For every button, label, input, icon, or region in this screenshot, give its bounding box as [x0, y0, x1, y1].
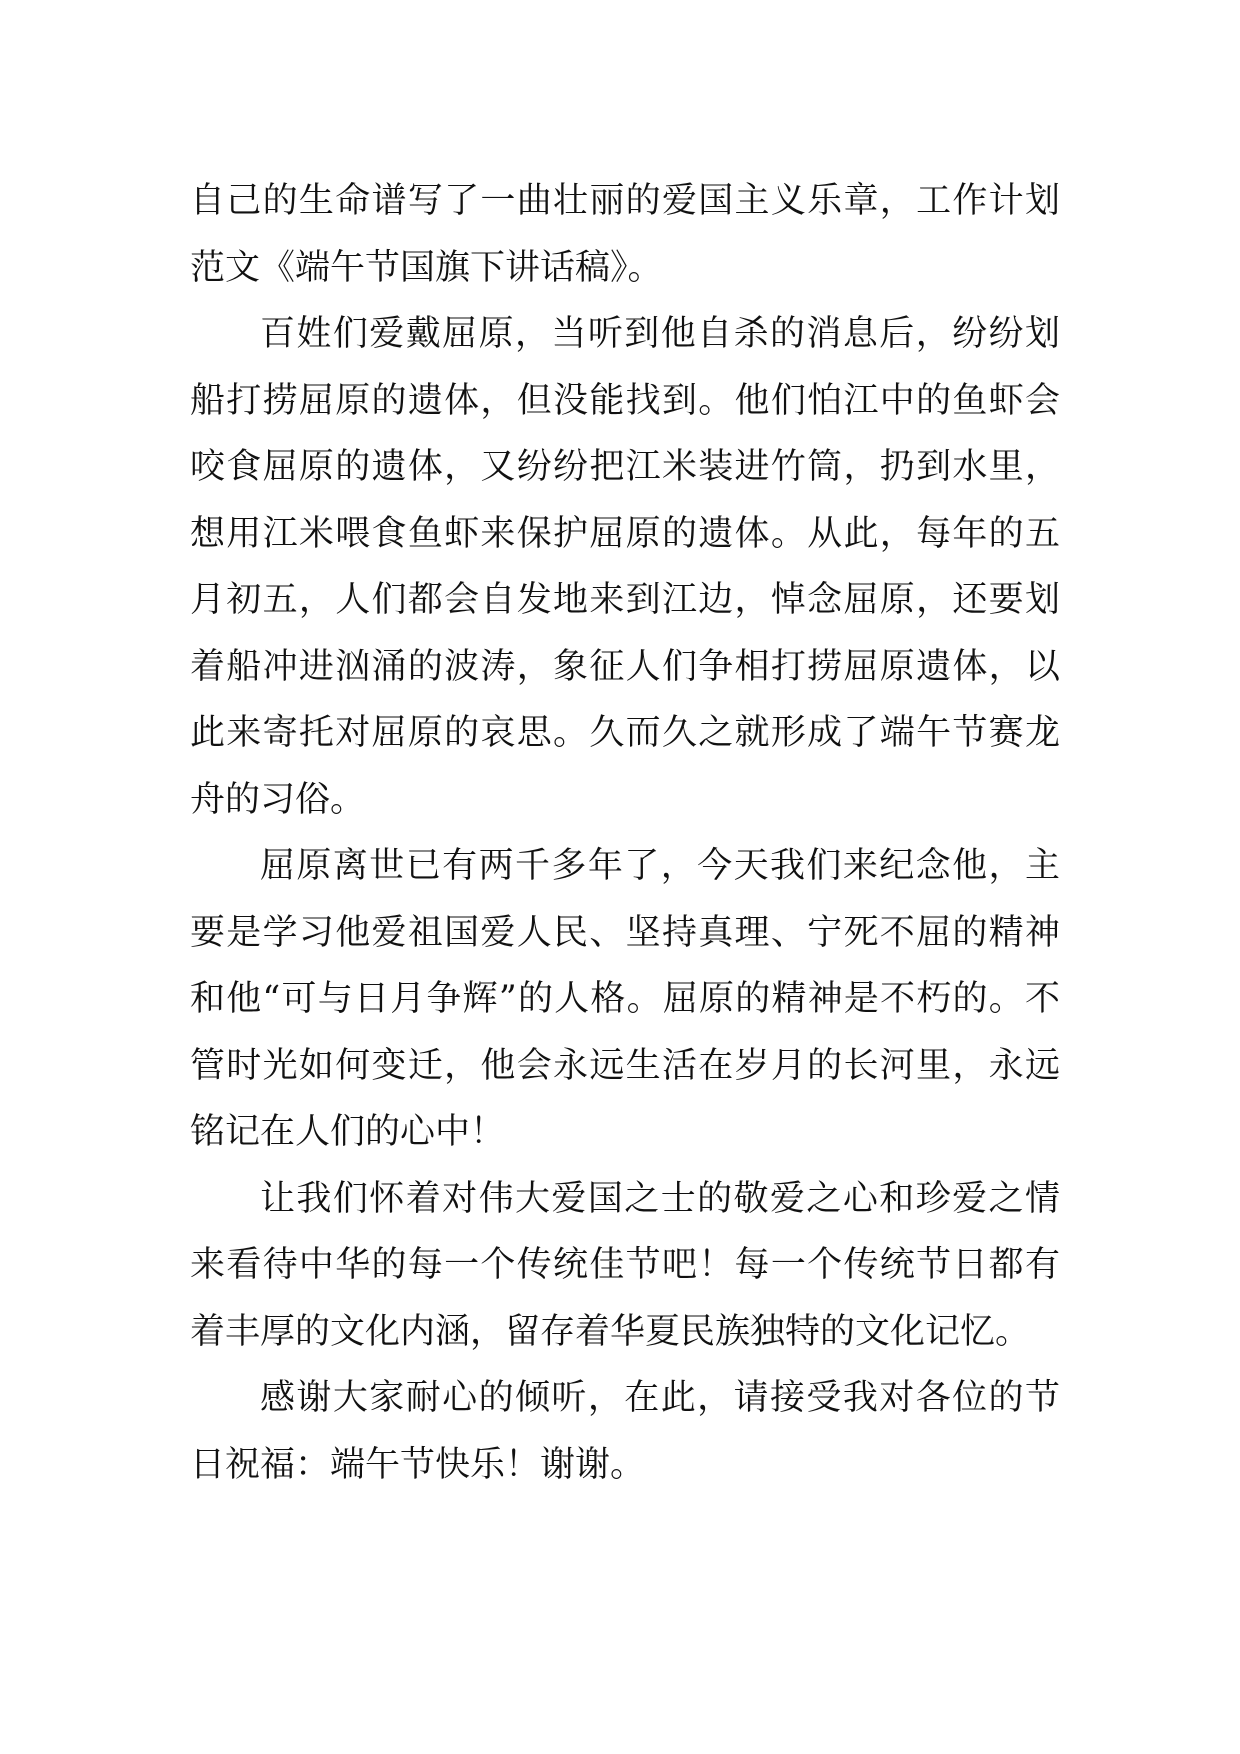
paragraph-qu-yuan-dragon-boat: 百姓们爱戴屈原，当听到他自杀的消息后，纷纷划船打捞屈原的遗体，但没能找到。他们怕江中的鱼虾会咬食屈原的遗体，又纷纷把江米装进竹筒，扔到水里，想用江米喂食鱼虾来保护屈原的遗体。从此，每年的五月初五，人们都会自发地来到江边，悼念屈原，还要划着船冲进汹涌的波涛，象征人们争相打捞屈原遗体，以此来寄托对屈原的哀思。久而久之就形成了端午节赛龙舟的习俗。 [190, 314, 1060, 820]
paragraph-qu-yuan-spirit: 屈原离世已有两千多年了，今天我们来纪念他，主要是学习他爱祖国爱人民、坚持真理、宁死不屈的精神和他“可与日月争辉”的人格。屈原的精神是不朽的。不管时光如何变迁，他会永远生活在岁月的长河里，永远铭记在人们的心中！ [190, 846, 1060, 1152]
document-body [190, 168, 1060, 1498]
paragraph-traditional-festivals: 让我们怀着对伟大爱国之士的敬爱之心和珍爱之情来看待中华的每一个传统佳节吧！每一个传统节日都有着丰厚的文化内涵，留存着华夏民族独特的文化记忆。 [190, 1178, 1060, 1352]
paragraph-closing-thanks: 感谢大家耐心的倾听，在此，请接受我对各位的节日祝福：端午节快乐！谢谢。 [190, 1378, 1060, 1485]
paragraph-continuation: 自己的生命谱写了一曲壮丽的爱国主义乐章，工作计划范文《端午节国旗下讲话稿》。 [190, 181, 1060, 288]
